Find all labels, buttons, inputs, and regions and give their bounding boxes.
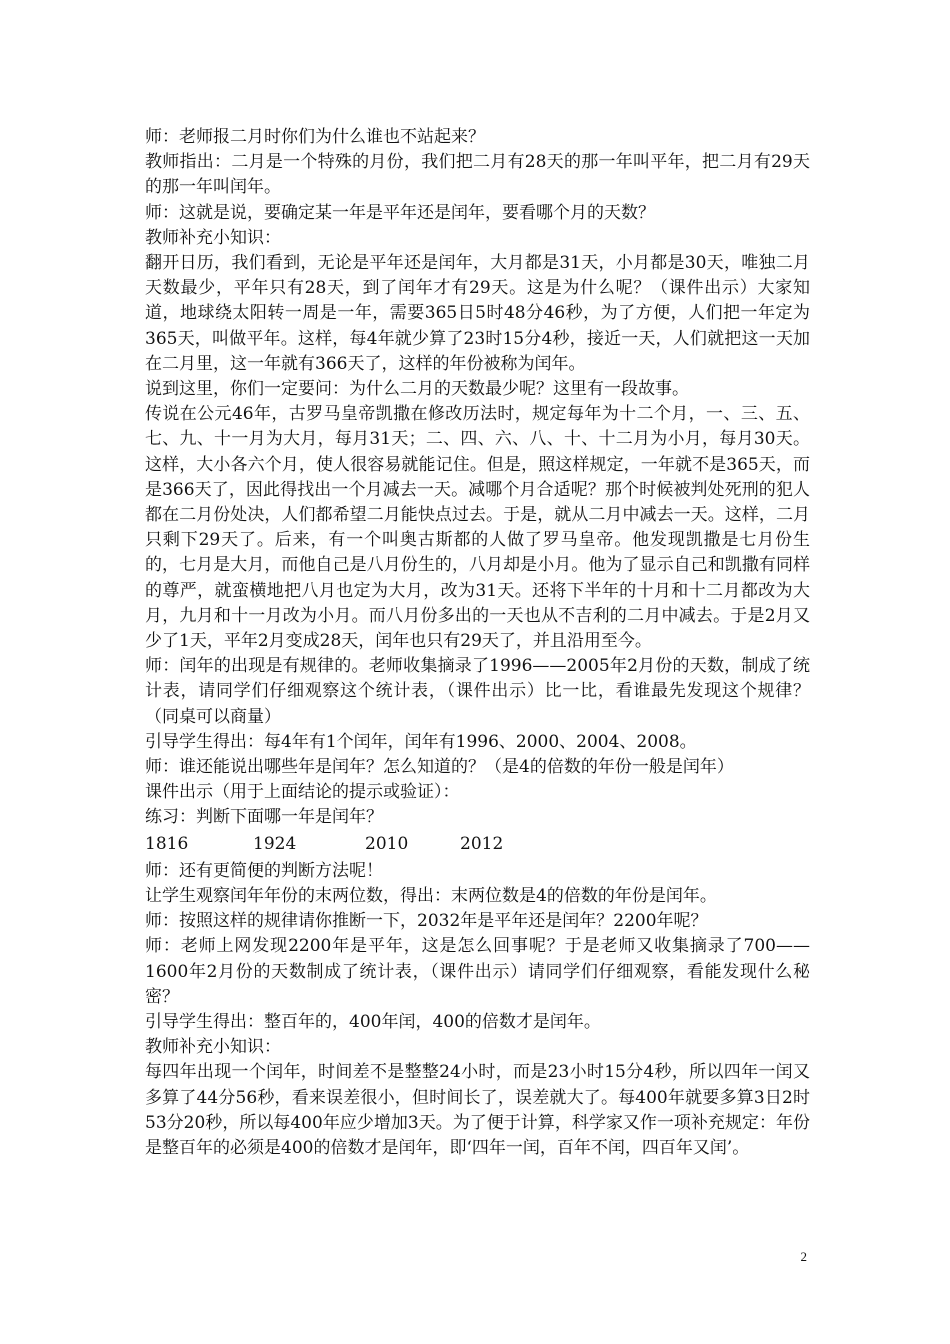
- year-item: 2010: [365, 834, 409, 855]
- paragraph: 引导学生得出：每4年有1个闰年，闰年有1996、2000、2004、2008。: [145, 731, 697, 752]
- paragraph: 教师指出：二月是一个特殊的月份，我们把二月有28天的那一年叫平年，把二月有29天的那一年叫闰年。: [145, 152, 810, 198]
- paragraph: 教师补充小知识：: [145, 1037, 281, 1058]
- paragraph: 每四年出现一个闰年，时间差不是整整24小时，而是23小时15分4秒，所以四年一闰又多算了44分56秒，看来误差很小，但时间长了，误差就大了。每400年就要多算3日2时53分20秒，所以每400年应少增加3天。为了便于计算，科学家又作一项补充规定：年份是整百年的必须是400的倍数才是闰年，即‘四年一闰，百年不闰，四百年又闰’。: [145, 1062, 810, 1158]
- paragraph: 传说在公元46年，古罗马皇帝凯撒在修改历法时，规定每年为十二个月，一、三、五、七、九、十一月为大月，每月31天；二、四、六、八、十、十二月为小月，每月30天。这样，大小各六个月，使人很容易就能记住。但是，照这样规定，一年就不是365天，而是366天了，因此得找出一个月减去一天。减哪个月合适呢？那个时候被判处死刑的犯人都在二月份处决，人们都希望二月能快点过去。于是，就从二月中减去一天。这样，二月只剩下29天了。后来，有一个叫奥古斯都的人做了罗马皇帝。他发现凯撒是七月份生的，七月是大月，而他自己是八月份生的，八月却是小月。他为了显示自己和凯撒有同样的尊严，就蛮横地把八月也定为大月，改为31天。还将下半年的十月和十二月都改为大月，九月和十一月改为小月。而八月份多出的一天也从不吉利的二月中减去。于是2月又少了1天，平年2月变成28天，闰年也只有29天了，并且沿用至今。: [145, 404, 810, 652]
- document-body: [145, 125, 810, 1161]
- paragraph: 师：老师上网发现2200年是平年，这是怎么回事呢？于是老师又收集摘录了700——1600年2月份的天数制成了统计表，（课件出示）请同学们仔细观察，看能发现什么秘密？: [145, 936, 810, 1007]
- page-number: 2: [800, 1249, 807, 1264]
- paragraph: 引导学生得出：整百年的，400年闰，400的倍数才是闰年。: [145, 1011, 601, 1032]
- paragraph: 课件出示（用于上面结论的提示或验证）：: [145, 782, 460, 803]
- year-item: 1924: [253, 834, 297, 855]
- paragraph: 师：这就是说，要确定某一年是平年还是闰年，要看哪个月的天数？: [145, 202, 655, 223]
- paragraph: 师：按照这样的规律请你推断一下，2032年是平年还是闰年？2200年呢？: [145, 911, 708, 932]
- paragraph: 说到这里，你们一定要问：为什么二月的天数最少呢？这里有一段故事。: [145, 379, 689, 400]
- paragraph: 师：老师报二月时你们为什么谁也不站起来？: [145, 127, 485, 147]
- year-item: 2012: [460, 834, 504, 855]
- paragraph: 师：谁还能说出哪些年是闰年？怎么知道的？（是4的倍数的年份一般是闰年）: [145, 757, 734, 778]
- year-item: 1816: [145, 834, 189, 855]
- paragraph: 翻开日历，我们看到，无论是平年还是闰年，大月都是31天，小月都是30天，唯独二月天数最少，平年只有28天，到了闰年才有29天。这是为什么呢？（课件出示）大家知道，地球绕太阳转一周是一年，需要365日5时48分46秒，为了方便，人们把一年定为365天，叫做平年。这样，每4年就少算了23时15分4秒，接近一天，人们就把这一天加在二月里，这一年就有366天了，这样的年份被称为闰年。: [145, 253, 810, 374]
- paragraph: 师：还有更简便的判断方法呢！: [145, 860, 383, 881]
- paragraph: 练习：判断下面哪一年是闰年？: [145, 807, 383, 828]
- paragraph: 教师补充小知识：: [145, 227, 281, 248]
- paragraph: 让学生观察闰年年份的末两位数，得出：末两位数是4的倍数的年份是闰年。: [145, 885, 717, 906]
- year-list: [145, 831, 810, 859]
- paragraph: 师：闰年的出现是有规律的。老师收集摘录了1996——2005年2月份的天数，制成了统计表，请同学们仔细观察这个统计表，（课件出示）比一比，看谁最先发现这个规律？（同桌可以商量）: [145, 656, 810, 727]
